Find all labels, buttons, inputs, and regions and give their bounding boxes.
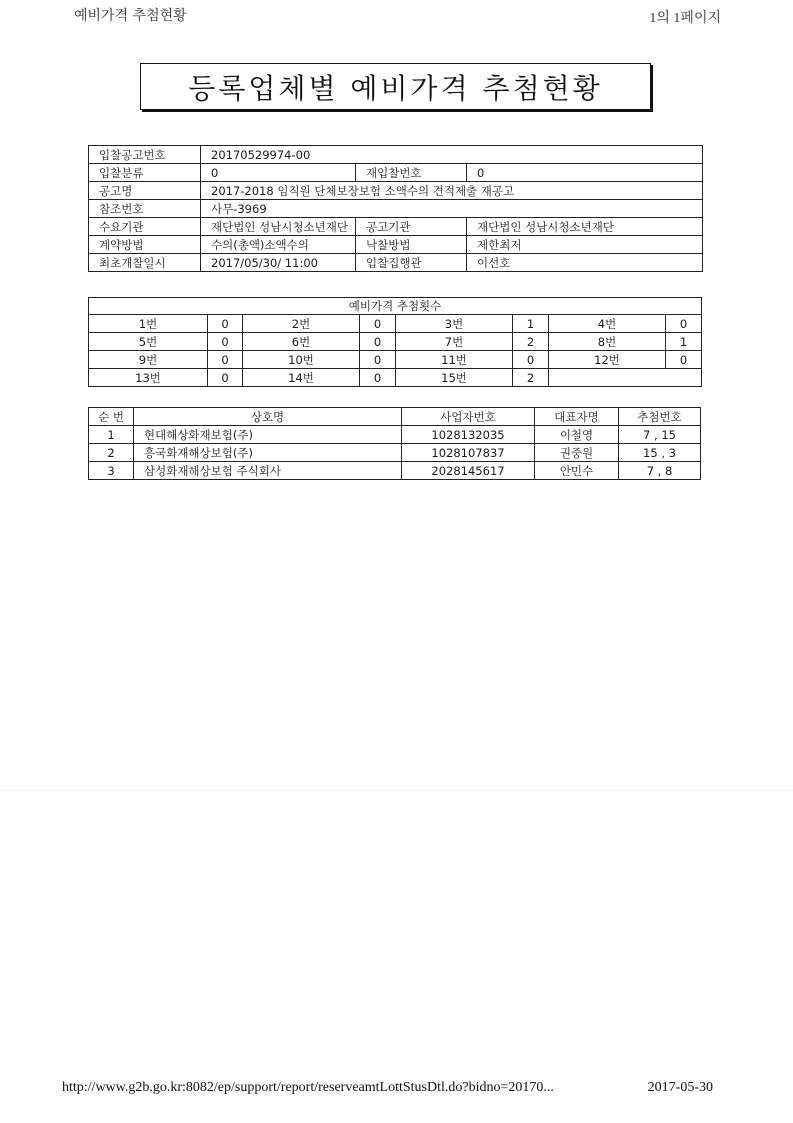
draw-number-label: 7번 xyxy=(396,333,513,351)
officer-label: 입찰집행관 xyxy=(356,254,467,272)
award-method-label: 낙찰방법 xyxy=(356,236,467,254)
company-draw-table xyxy=(88,407,701,480)
scan-artifact-line xyxy=(0,790,793,791)
bid-class-value: 0 xyxy=(201,164,356,182)
draw-number-label: 11번 xyxy=(396,351,513,369)
draw-number-label: 9번 xyxy=(89,351,208,369)
table-row xyxy=(89,254,703,272)
open-datetime-value: 2017/05/30/ 11:00 xyxy=(201,254,356,272)
draw-count: 0 xyxy=(666,315,702,333)
draw-count: 1 xyxy=(666,333,702,351)
award-method-value: 제한최저 xyxy=(467,236,703,254)
company-seq: 1 xyxy=(89,426,134,444)
draw-number-label: 6번 xyxy=(243,333,360,351)
draw-table-caption: 예비가격 추첨횟수 xyxy=(89,298,702,315)
contract-method-label: 계약방법 xyxy=(89,236,201,254)
bid-info-table xyxy=(88,145,703,272)
company-seq: 2 xyxy=(89,444,134,462)
bid-no-label: 입찰공고번호 xyxy=(89,146,201,164)
rebid-no-value: 0 xyxy=(467,164,703,182)
page-header-title: 예비가격 추첨현황 xyxy=(74,8,187,24)
draw-number-label: 12번 xyxy=(549,351,666,369)
company-biz-no: 2028145617 xyxy=(402,462,535,480)
draw-count: 1 xyxy=(513,315,549,333)
draw-number-label: 14번 xyxy=(243,369,360,387)
draw-number-label: 15번 xyxy=(396,369,513,387)
draw-number-label: 1번 xyxy=(89,315,208,333)
company-ceo: 이철영 xyxy=(535,426,619,444)
notice-org-value: 재단법인 성남시청소년재단 xyxy=(467,218,703,236)
draw-count: 0 xyxy=(360,315,396,333)
draw-count: 0 xyxy=(360,333,396,351)
draw-count: 0 xyxy=(360,369,396,387)
column-header-ceo: 대표자명 xyxy=(535,408,619,426)
table-row xyxy=(89,333,702,351)
company-picks: 7 , 8 xyxy=(619,462,701,480)
table-row xyxy=(89,164,703,182)
draw-count: 2 xyxy=(513,333,549,351)
draw-number-label: 3번 xyxy=(396,315,513,333)
column-header-picks: 추첨번호 xyxy=(619,408,701,426)
draw-count: 2 xyxy=(513,369,549,387)
company-biz-no: 1028132035 xyxy=(402,426,535,444)
page-header-page-count: 1의 1페이지 xyxy=(649,11,721,26)
draw-number-label: 2번 xyxy=(243,315,360,333)
table-row xyxy=(89,298,702,315)
table-row xyxy=(89,315,702,333)
footer-url: http://www.g2b.go.kr:8082/ep/support/report/reserveamtLottStusDtl.do?bidno=20170... xyxy=(62,1080,554,1095)
table-row xyxy=(89,182,703,200)
contract-method-value: 수의(총액)소액수의 xyxy=(201,236,356,254)
draw-number-label: 8번 xyxy=(549,333,666,351)
column-header-biz-no: 사업자번호 xyxy=(402,408,535,426)
column-header-seq: 순 번 xyxy=(89,408,134,426)
draw-count: 0 xyxy=(208,351,243,369)
draw-number-label: 13번 xyxy=(89,369,208,387)
table-row xyxy=(89,146,703,164)
bid-no-value: 20170529974-00 xyxy=(201,146,703,164)
company-picks: 15 , 3 xyxy=(619,444,701,462)
footer-date: 2017-05-30 xyxy=(647,1080,713,1095)
empty-cell xyxy=(549,369,702,387)
draw-count: 0 xyxy=(360,351,396,369)
table-row xyxy=(89,444,701,462)
draw-number-label: 10번 xyxy=(243,351,360,369)
column-header-company: 상호명 xyxy=(134,408,402,426)
bid-class-label: 입찰분류 xyxy=(89,164,201,182)
company-name: 현대해상화재보험(주) xyxy=(134,426,402,444)
table-row xyxy=(89,369,702,387)
draw-number-label: 4번 xyxy=(549,315,666,333)
notice-name-value: 2017-2018 임직원 단체보장보험 소액수의 견적제출 재공고 xyxy=(201,182,703,200)
draw-count: 0 xyxy=(208,369,243,387)
draw-count: 0 xyxy=(208,333,243,351)
table-header-row xyxy=(89,408,701,426)
reserve-price-draw-table xyxy=(88,297,702,387)
draw-count: 0 xyxy=(513,351,549,369)
rebid-no-label: 재입찰번호 xyxy=(356,164,467,182)
demand-org-label: 수요기관 xyxy=(89,218,201,236)
table-row xyxy=(89,351,702,369)
company-ceo: 안민수 xyxy=(535,462,619,480)
company-picks: 7 , 15 xyxy=(619,426,701,444)
draw-count: 0 xyxy=(208,315,243,333)
ref-no-label: 참조번호 xyxy=(89,200,201,218)
table-row xyxy=(89,426,701,444)
officer-value: 이선호 xyxy=(467,254,703,272)
company-seq: 3 xyxy=(89,462,134,480)
company-ceo: 권중원 xyxy=(535,444,619,462)
ref-no-value: 사무-3969 xyxy=(201,200,703,218)
draw-number-label: 5번 xyxy=(89,333,208,351)
company-biz-no: 1028107837 xyxy=(402,444,535,462)
notice-org-label: 공고기관 xyxy=(356,218,467,236)
draw-count: 0 xyxy=(666,351,702,369)
open-datetime-label: 최초개찰일시 xyxy=(89,254,201,272)
demand-org-value: 재단법인 성남시청소년재단 xyxy=(201,218,356,236)
table-row xyxy=(89,236,703,254)
notice-name-label: 공고명 xyxy=(89,182,201,200)
document-title: 등록업체별 예비가격 추첨현황 xyxy=(140,63,651,110)
table-row xyxy=(89,462,701,480)
company-name: 흥국화재해상보험(주) xyxy=(134,444,402,462)
table-row xyxy=(89,218,703,236)
table-row xyxy=(89,200,703,218)
company-name: 삼성화재해상보험 주식회사 xyxy=(134,462,402,480)
